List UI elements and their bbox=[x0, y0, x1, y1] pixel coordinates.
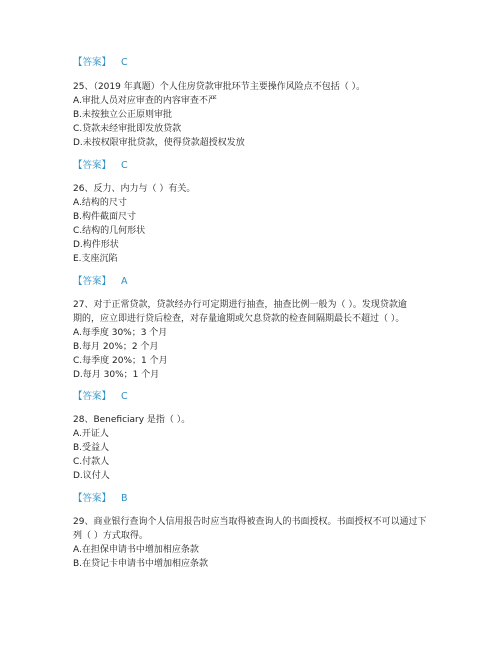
option-item: B.在贷记卡申请书中增加相应条款 bbox=[73, 559, 209, 569]
answer-line bbox=[73, 391, 128, 403]
question-text: 28、Beneficiary 是指（ ）。 bbox=[73, 415, 191, 425]
question-text: 27、对于正常贷款，贷款经办行可定期进行抽查，抽查比例一般为（ ）。发现贷款逾 bbox=[73, 300, 407, 310]
option-item: C.付款人 bbox=[73, 457, 110, 467]
answer-line bbox=[73, 493, 128, 505]
option-item: D.构件形状 bbox=[73, 240, 119, 250]
question-text: 25、（2019 年真题）个人住房贷款审批环节主要操作风险点不包括（ ）。 bbox=[73, 82, 366, 92]
option-item: C.贷款未经审批即发放贷款 bbox=[73, 124, 182, 134]
option-item: B.未按独立公正原则审批 bbox=[73, 110, 173, 120]
answer-value: B bbox=[121, 493, 128, 504]
answer-label: 【答案】 bbox=[73, 276, 112, 287]
option-item: C.每季度 20%；1 个月 bbox=[73, 356, 168, 366]
answer-value: C bbox=[121, 160, 128, 171]
answer-label: 【答案】 bbox=[73, 391, 112, 402]
option-item: D.议付人 bbox=[73, 471, 110, 481]
answer-value: C bbox=[121, 391, 128, 402]
answer-line bbox=[73, 160, 128, 172]
option-item: A.结构的尺寸 bbox=[73, 198, 127, 208]
option-item: A.每季度 30%；3 个月 bbox=[73, 328, 168, 338]
option-item: E.支座沉陷 bbox=[73, 254, 118, 264]
option-item: A.审批人员对应审查的内容审查不严 bbox=[73, 96, 217, 106]
question-text: 29、商业银行查询个人信用报告时应当取得被查询人的书面授权。书面授权不可以通过下 bbox=[73, 517, 427, 527]
question-text: 期的，应立即进行贷后检查，对存量逾期或欠息贷款的检查间隔期最长不超过（ ）。 bbox=[73, 314, 405, 324]
option-item: B.构件截面尺寸 bbox=[73, 212, 137, 222]
option-item: A.开证人 bbox=[73, 429, 109, 439]
answer-line bbox=[73, 57, 128, 69]
option-item: A.在担保申请书中增加相应条款 bbox=[73, 545, 199, 555]
question-text: 26、反力、内力与（ ）有关。 bbox=[73, 184, 196, 194]
option-item: D.未按权限审批贷款，使得贷款超授权发放 bbox=[73, 138, 245, 148]
answer-label: 【答案】 bbox=[73, 57, 112, 68]
answer-label: 【答案】 bbox=[73, 160, 112, 171]
option-item: C.结构的几何形状 bbox=[73, 226, 146, 236]
answer-label: 【答案】 bbox=[73, 493, 112, 504]
option-item: B.每月 20%；2 个月 bbox=[73, 342, 159, 352]
option-item: B.受益人 bbox=[73, 443, 110, 453]
answer-value: A bbox=[121, 276, 128, 287]
question-text: 列（ ）方式取得。 bbox=[73, 531, 148, 541]
answer-value: C bbox=[121, 57, 128, 68]
answer-line bbox=[73, 276, 128, 288]
option-item: D.每月 30%；1 个月 bbox=[73, 370, 160, 380]
